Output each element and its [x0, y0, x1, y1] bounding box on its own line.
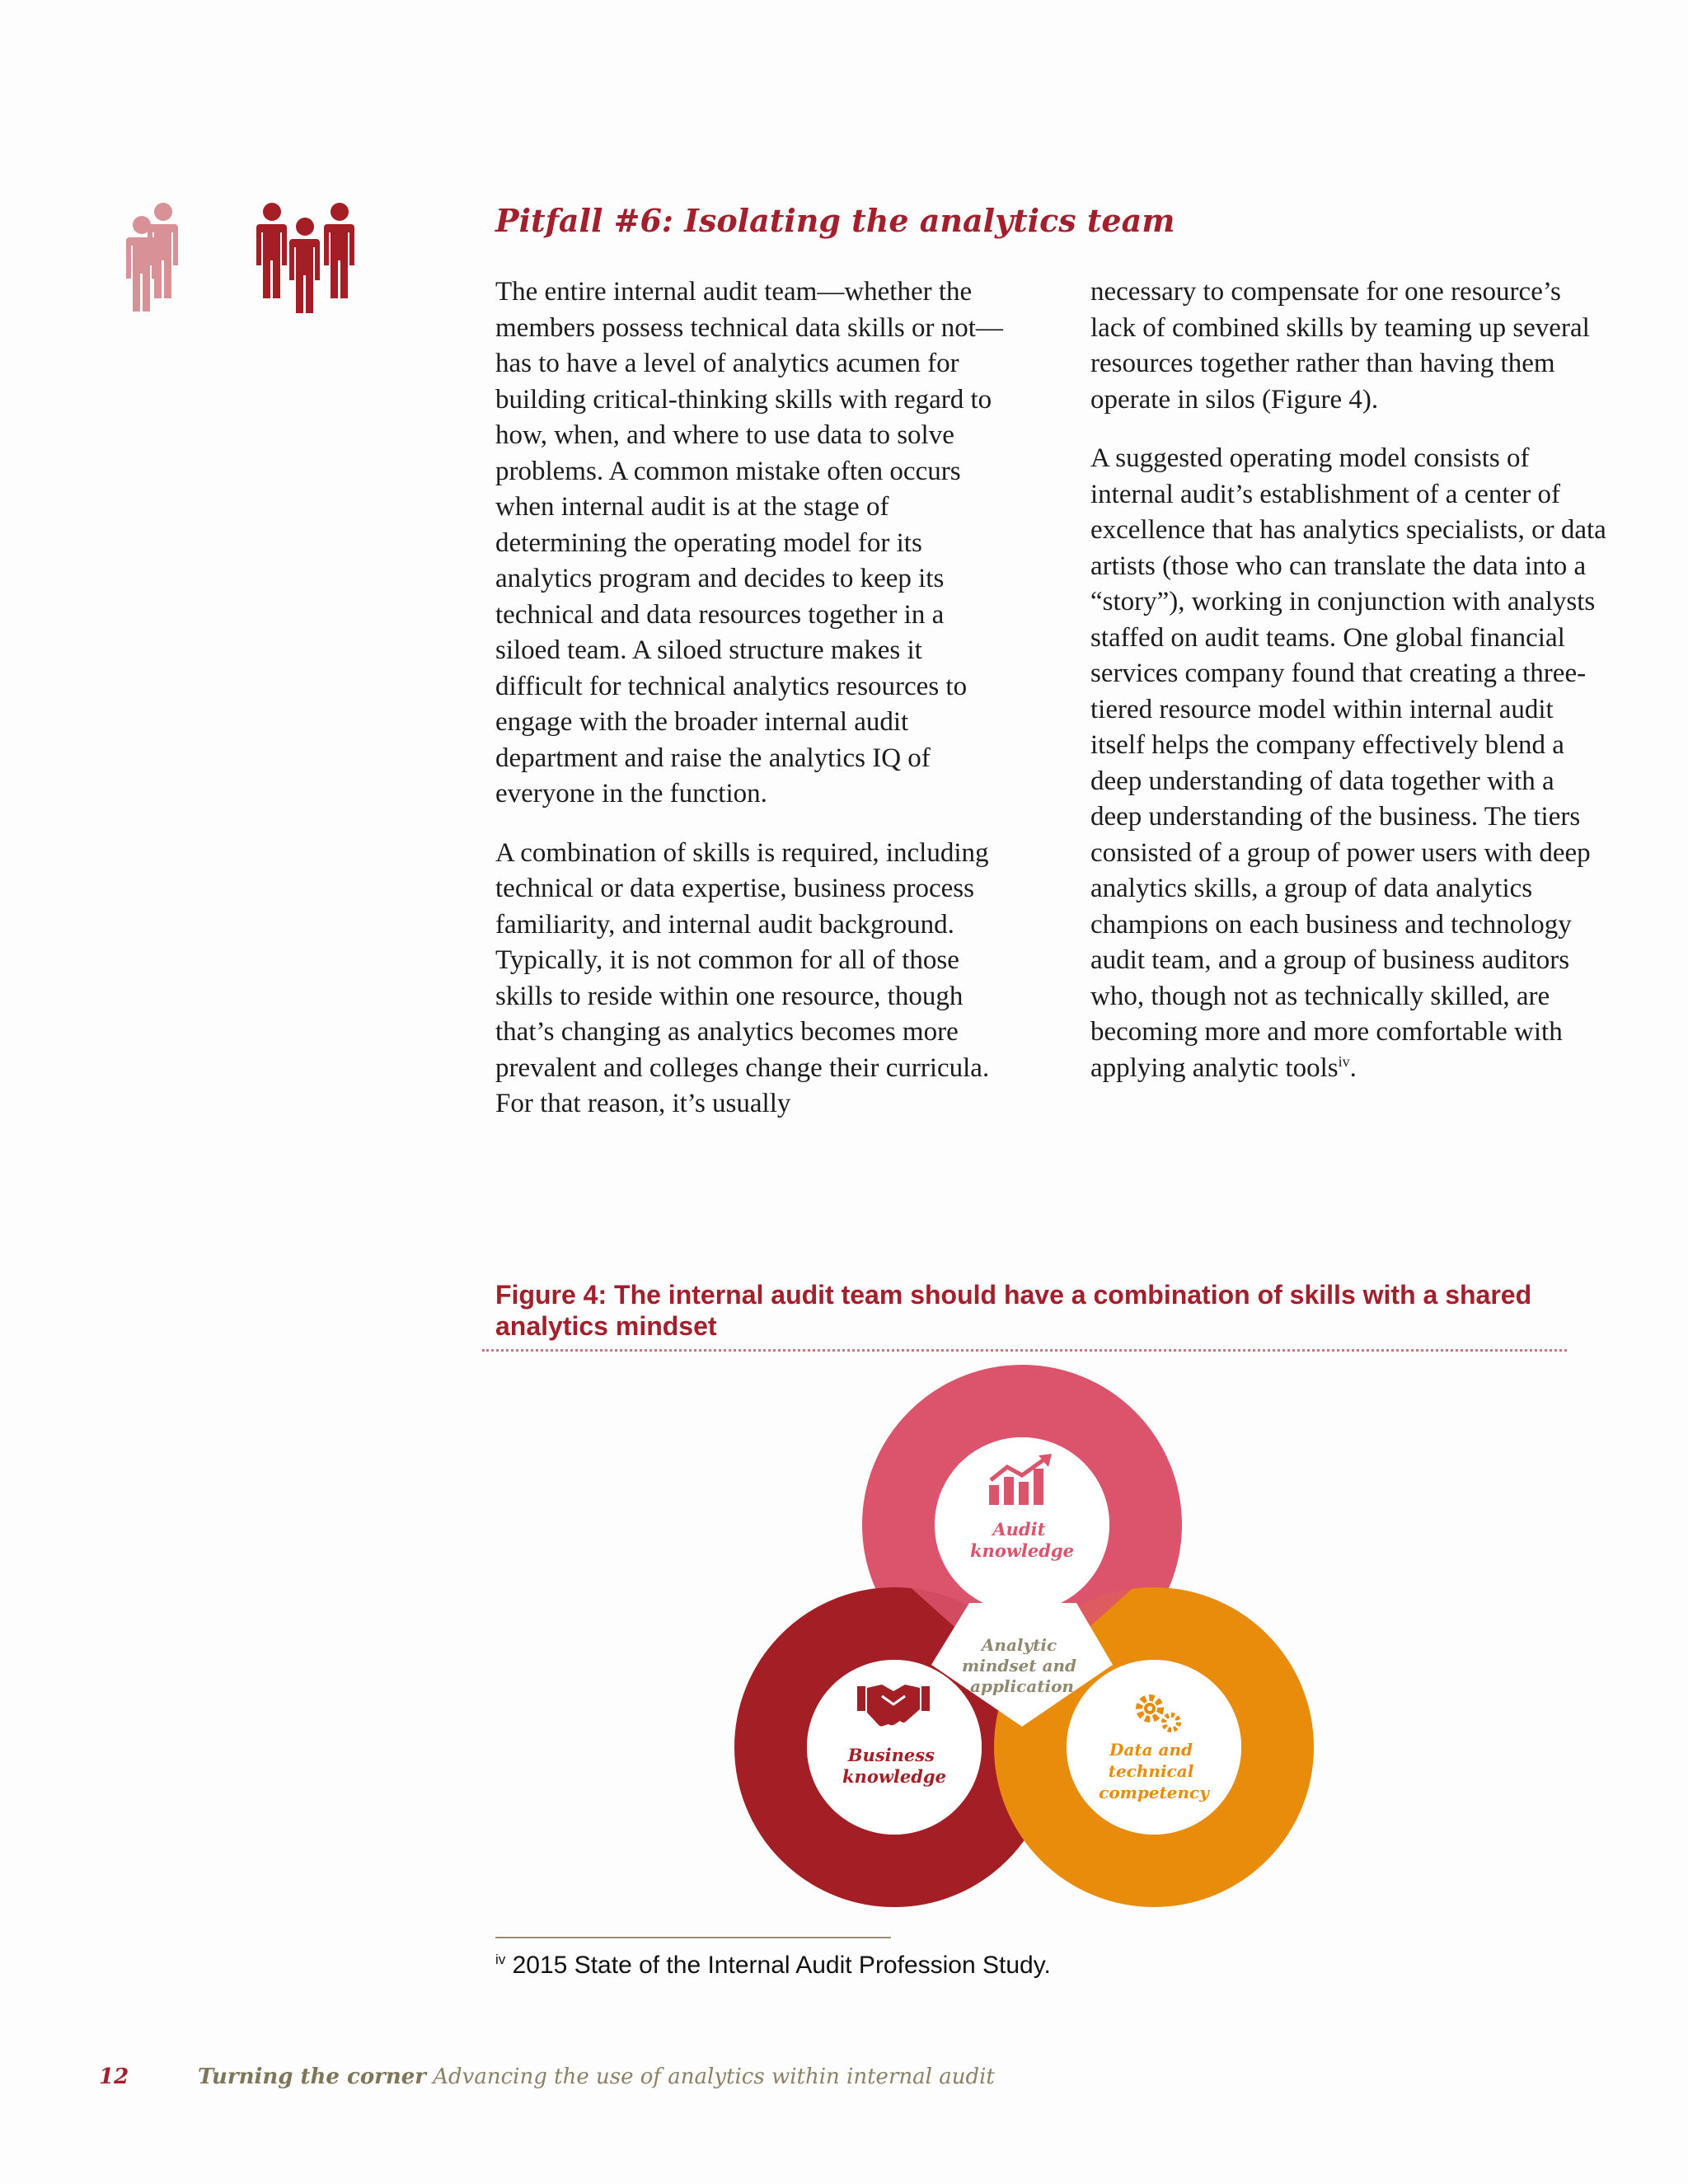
figure-caption: Figure 4: The internal audit team should have a combination of skills with a shared analytics mindset — [495, 1280, 1532, 1341]
section-heading: Pitfall #6: Isolating the analytics team — [495, 202, 1175, 239]
footnote-divider — [495, 1937, 891, 1938]
footnote — [495, 1952, 1484, 1980]
footnote-reference: iv — [1338, 1052, 1350, 1070]
body-right-column — [1090, 274, 1610, 1109]
business-label: Business knowledge — [842, 1745, 946, 1787]
footnote-text: 2015 State of the Internal Audit Profession Study. — [512, 1952, 1051, 1979]
people-group-icon — [256, 203, 354, 313]
skills-diagram — [725, 1364, 1335, 1916]
caption-divider — [482, 1349, 1567, 1352]
people-pair-icon — [126, 203, 178, 312]
people-icons — [99, 202, 379, 367]
paragraph: The entire internal audit team—whether the members possess technical data skills or not—has to have a level of analytics acumen for building critical-thinking skills with regard to how, when, and where to use data to solve problems. A common mistake often occurs when internal audit is at the stage of determining the operating model for its analytics program and decides to keep its technical and data resources together in a siloed team. A siloed structure makes it difficult for technical analytics resources to engage with the broader internal audit department and raise the analytics IQ of everyone in the function. — [495, 277, 1003, 808]
audit-label: Audit knowledge — [970, 1519, 1074, 1561]
footnote-marker: iv — [495, 1952, 506, 1967]
footer-subtitle: Advancing the use of analytics within internal audit — [433, 2064, 995, 2089]
paragraph — [1090, 441, 1610, 1086]
page-number: 12 — [99, 2064, 129, 2089]
footer-title: Turning the corner — [198, 2064, 426, 2089]
page-footer — [99, 2064, 1418, 2089]
paragraph-text: A suggested operating model consists of internal audit’s establishment of a center of excellence that has analytics specialists, or data artists (those who can translate the data into a “story”), working in conjunction with analysts staffed on audit teams. One global financial services company found that creating a three-tiered resource model within internal audit itself helps the company effectively blend a deep understanding of data together with a deep understanding of the business. The tiers consisted of a group of power users with deep analytics skills, a group of data analytics champions on each business and technology audit team, and a group of business auditors who, though not as technically skilled, are becoming more and more comfortable with applying analytic tools — [1090, 443, 1606, 1083]
paragraph: A combination of skills is required, including technical or data expertise, business process familiarity, and internal audit background. Typically, it is not common for all of those skills to reside within one resource, though that’s changing as analytics becomes more prevalent and colleges change their curricula. For that reason, it’s usually — [495, 837, 990, 1118]
data-label: Data and technical competency — [1099, 1740, 1209, 1802]
body-left-column — [495, 274, 1006, 1146]
center-label: Analytic mindset and application — [962, 1635, 1076, 1696]
paragraph-end: . — [1349, 1052, 1357, 1083]
paragraph: necessary to compensate for one resource’s lack of combined skills by teaming up several resources together rather than having them operate in silos (Figure 4). — [1090, 277, 1590, 415]
